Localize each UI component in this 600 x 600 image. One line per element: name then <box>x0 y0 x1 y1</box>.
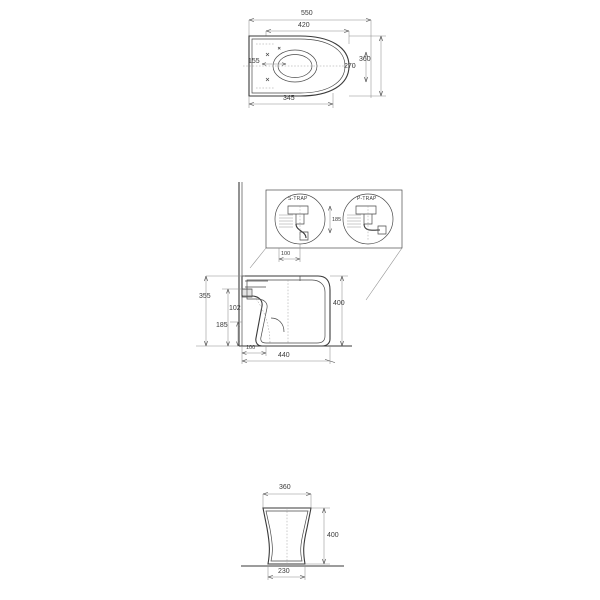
side-dim-185 <box>230 322 242 346</box>
dim-detail-100: 100 <box>281 251 291 257</box>
dim-side-440: 440 <box>278 352 290 359</box>
dim-front-360: 360 <box>279 484 291 491</box>
dim-top-360: 360 <box>359 56 371 63</box>
side-dim-400 <box>330 276 348 346</box>
dim-detail-185: 185 <box>332 217 342 223</box>
dim-front-400: 400 <box>327 532 339 539</box>
dim-side-355: 355 <box>199 293 211 300</box>
s-trap-detail <box>279 206 308 240</box>
dim-top-420: 420 <box>298 22 310 29</box>
dim-top-550: 550 <box>301 10 313 17</box>
label-s-trap: S-TRAP <box>288 196 308 202</box>
label-p-trap: P-TRAP <box>357 196 377 202</box>
dim-front-230: 230 <box>278 568 290 575</box>
dim-top-155: 155 <box>248 58 260 65</box>
dim-side-185: 185 <box>216 322 228 329</box>
dim-side-102: 102 <box>229 305 241 312</box>
dim-top-270: 270 <box>344 63 356 70</box>
top-view-body <box>243 36 356 96</box>
p-trap-detail <box>347 206 386 240</box>
front-dim-360 <box>263 492 311 508</box>
dim-side-400: 400 <box>333 300 345 307</box>
dim-top-345: 345 <box>283 95 295 102</box>
dim-side-100: 100 <box>246 345 256 351</box>
